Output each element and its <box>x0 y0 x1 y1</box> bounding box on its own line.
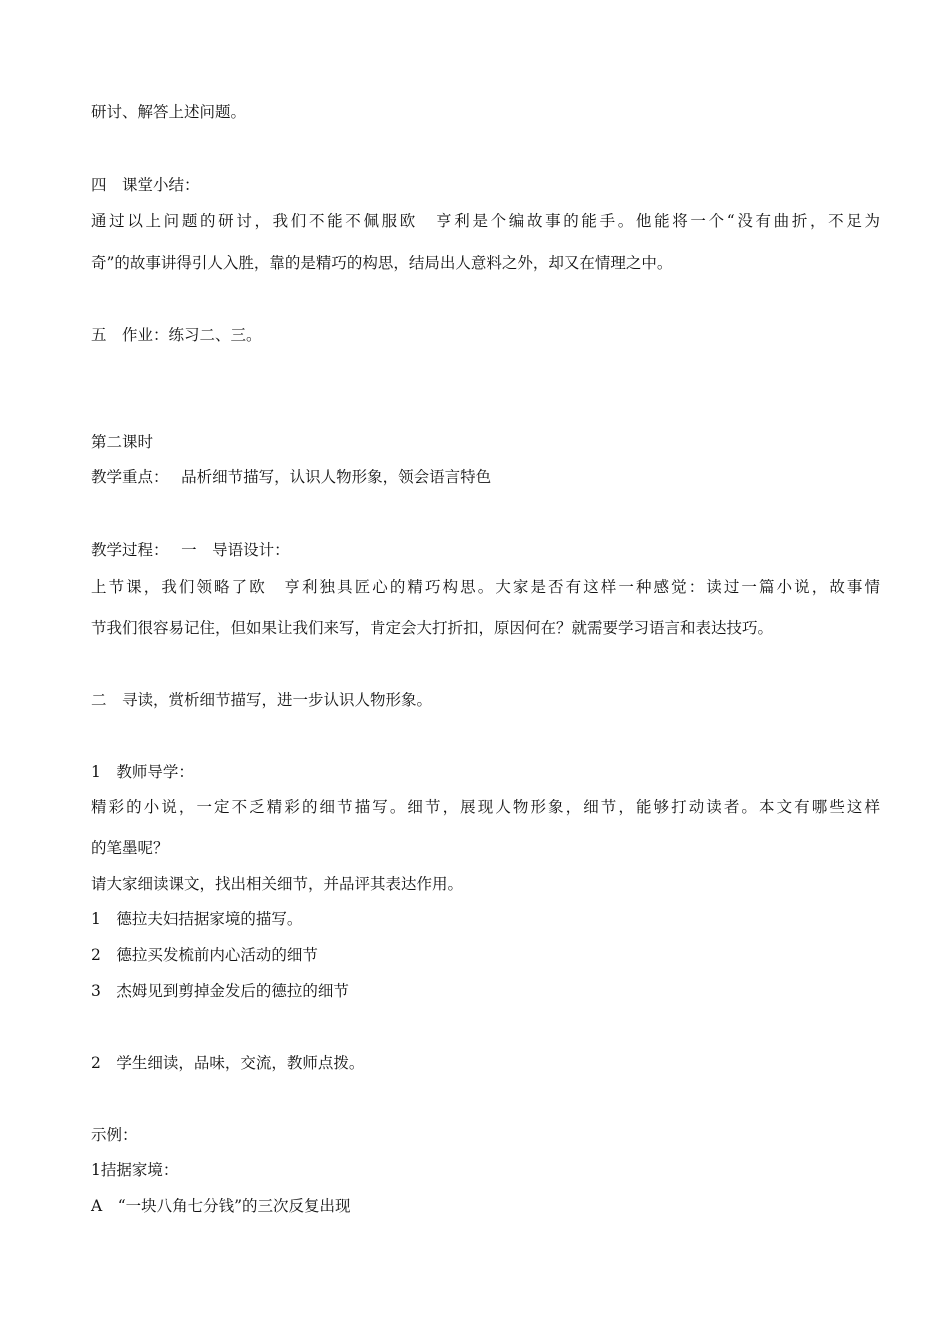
paragraph-line: 节我们很容易记住，但如果让我们来写，肯定会大打折扣，原因何在？就需要学习语言和表达技巧。 <box>91 619 774 637</box>
text-line: 研讨、解答上述问题。 <box>91 103 247 121</box>
paragraph-line: 通过以上问题的研讨，我们不能不佩服欧 亨利是个编故事的能手。他能将一个“没有曲折，不足为 <box>91 212 880 230</box>
paragraph-line: 精彩的小说，一定不乏精彩的细节描写。细节，展现人物形象，细节，能够打动读者。本文有哪些这样 <box>91 798 880 816</box>
paragraph-line: 上节课，我们领略了欧 亨利独具匠心的精巧构思。大家是否有这样一种感觉：读过一篇小说，故事情 <box>91 578 880 596</box>
section-heading: 四 课堂小结： <box>91 176 200 194</box>
list-item: 3 杰姆见到剪掉金发后的德拉的细节 <box>91 982 349 1000</box>
teaching-focus: 教学重点： 品析细节描写，认识人物形象，领会语言特色 <box>91 468 492 486</box>
list-item: 2 德拉买发梳前内心活动的细节 <box>91 946 318 964</box>
paragraph-line: 奇”的故事讲得引人入胜，靠的是精巧的构思，结局出人意料之外，却又在情理之中。 <box>91 254 673 272</box>
lesson-title: 第二课时 <box>91 433 154 451</box>
example-item: 1拮据家境： <box>91 1161 179 1179</box>
section-heading: 五 作业：练习二、三。 <box>91 326 262 344</box>
subsection-heading: 2 学生细读，品味，交流，教师点拨。 <box>91 1054 365 1072</box>
example-item: A “一块八角七分钱”的三次反复出现 <box>91 1197 351 1215</box>
paragraph-line: 的笔墨呢？ <box>91 839 169 857</box>
teaching-process: 教学过程： 一 导语设计： <box>91 541 290 559</box>
subsection-heading: 1 教师导学： <box>91 763 194 781</box>
paragraph-line: 请大家细读课文，找出相关细节，并品评其表达作用。 <box>91 875 464 893</box>
list-item: 1 德拉夫妇拮据家境的描写。 <box>91 910 303 928</box>
section-heading: 二 寻读，赏析细节描写，进一步认识人物形象。 <box>91 691 433 709</box>
example-label: 示例： <box>91 1126 138 1144</box>
